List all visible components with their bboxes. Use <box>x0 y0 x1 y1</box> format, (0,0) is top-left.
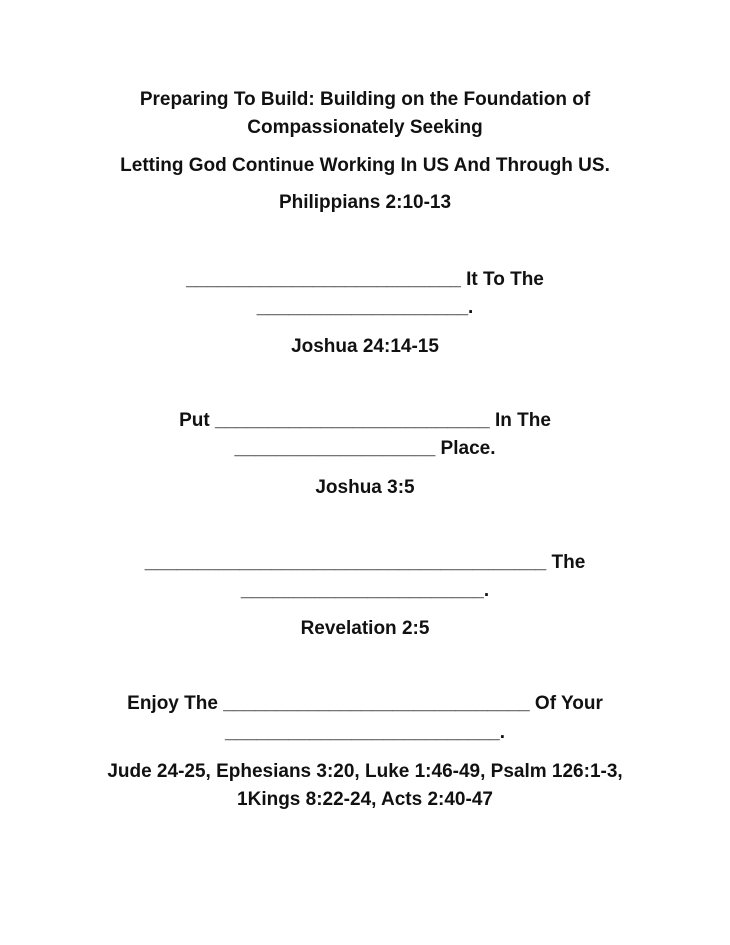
point-3-line-1: ______________________________________ The <box>144 552 586 573</box>
point-4-line-1: Enjoy The _____________________________ Of Your <box>127 693 603 714</box>
main-scripture: Philippians 2:10-13 <box>278 192 452 213</box>
point-4-line-2: __________________________. <box>224 722 506 743</box>
point-2-line-1: Put __________________________ In The <box>179 410 551 431</box>
point-4-reference-line-1: Jude 24-25, Ephesians 3:20, Luke 1:46-49, Psalm 126:1-3, <box>107 761 623 782</box>
point-3-line-2: _______________________. <box>240 580 490 601</box>
subtitle: Letting God Continue Working In US And Through US. <box>120 155 610 176</box>
point-1-line-1: __________________________ It To The <box>186 269 544 290</box>
point-2-reference: Joshua 3:5 <box>315 477 415 498</box>
point-1-line-2: ____________________. <box>256 297 474 318</box>
title-line-2: Compassionately Seeking <box>247 117 483 138</box>
point-1-reference: Joshua 24:14-15 <box>291 336 439 357</box>
point-3-reference: Revelation 2:5 <box>300 618 430 639</box>
point-2-line-2: ___________________ Place. <box>234 438 496 459</box>
title-line-1: Preparing To Build: Building on the Foundation of <box>139 89 591 110</box>
point-4-reference-line-2: 1Kings 8:22-24, Acts 2:40-47 <box>237 789 493 810</box>
